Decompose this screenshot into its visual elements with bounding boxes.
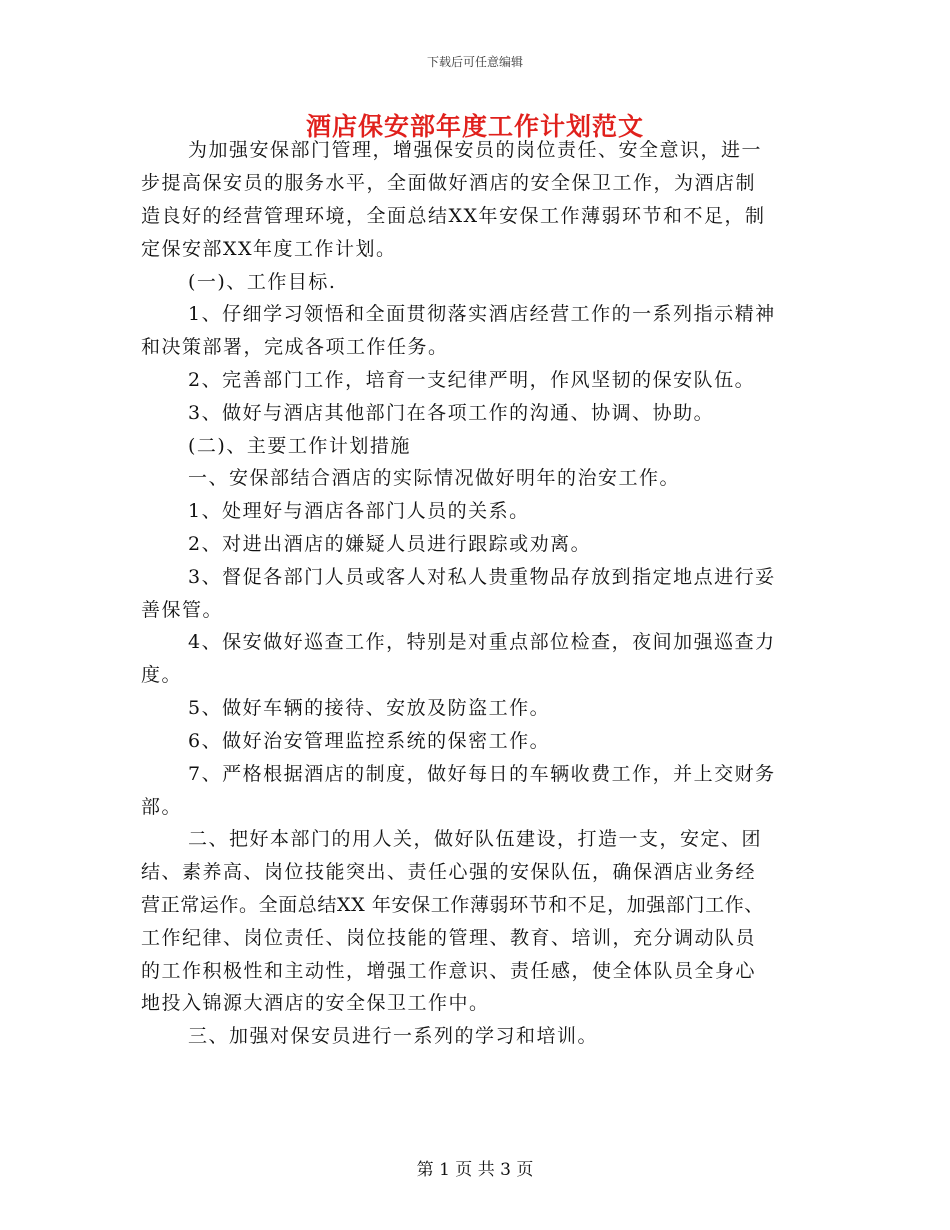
page-header-note: 下载后可任意编辑 bbox=[426, 55, 523, 69]
page-number-footer: 第 1 页 共 3 页 bbox=[416, 1160, 534, 1180]
body-line: 度。 bbox=[141, 664, 183, 686]
body-line: 营正常运作。全面总结XX 年安保工作薄弱环节和不足，加强部门工作、 bbox=[141, 894, 764, 916]
body-line: 1、处理好与酒店各部门人员的关系。 bbox=[188, 500, 530, 522]
body-line: 为加强安保部门管理，增强保安员的岗位责任、安全意识，进一 bbox=[188, 139, 763, 161]
body-line: 2、对进出酒店的嫌疑人员进行跟踪或劝离。 bbox=[188, 533, 592, 555]
body-line: 5、做好车辆的接待、安放及防盗工作。 bbox=[188, 697, 551, 719]
body-line: 善保管。 bbox=[141, 599, 224, 621]
body-line: 3、督促各部门人员或客人对私人贵重物品存放到指定地点进行妥 bbox=[188, 566, 776, 588]
body-line: 4、保安做好巡查工作，特别是对重点部位检查，夜间加强巡查力 bbox=[188, 631, 776, 653]
body-line: 地投入锦源大酒店的安全保卫工作中。 bbox=[141, 992, 490, 1014]
body-line: (二)、主要工作计划措施 bbox=[188, 435, 411, 457]
body-line: 的工作积极性和主动性，增强工作意识、责任感，使全体队员全身心 bbox=[141, 960, 757, 982]
body-line: 二、把好本部门的用人关，做好队伍建设，打造一支，安定、团 bbox=[188, 828, 763, 850]
body-line: 部。 bbox=[141, 796, 183, 818]
body-line: 步提高保安员的服务水平，全面做好酒店的安全保卫工作，为酒店制 bbox=[141, 172, 757, 194]
body-line: 造良好的经营管理环境，全面总结XX年安保工作薄弱环节和不足，制 bbox=[141, 205, 766, 227]
body-line: 1、仔细学习领悟和全面贯彻落实酒店经营工作的一系列指示精神 bbox=[188, 303, 776, 325]
body-line: 7、严格根据酒店的制度，做好每日的车辆收费工作，并上交财务 bbox=[188, 763, 776, 785]
body-line: 3、做好与酒店其他部门在各项工作的沟通、协调、协助。 bbox=[188, 402, 715, 424]
body-line: (一)、工作目标. bbox=[188, 271, 337, 293]
body-line: 三、加强对保安员进行一系列的学习和培训。 bbox=[188, 1025, 599, 1047]
body-line: 定保安部XX年度工作计划。 bbox=[141, 238, 397, 260]
body-line: 工作纪律、岗位责任、岗位技能的管理、教育、培训，充分调动队员 bbox=[141, 927, 757, 949]
body-line: 结、素养高、岗位技能突出、责任心强的安保队伍，确保酒店业务经 bbox=[141, 861, 757, 883]
document-title: 酒店保安部年度工作计划范文 bbox=[305, 112, 644, 141]
body-line: 2、完善部门工作，培育一支纪律严明，作风坚韧的保安队伍。 bbox=[188, 369, 756, 391]
body-line: 一、安保部结合酒店的实际情况做好明年的治安工作。 bbox=[188, 467, 681, 489]
body-line: 6、做好治安管理监控系统的保密工作。 bbox=[188, 730, 551, 752]
body-line: 和决策部署，完成各项工作任务。 bbox=[141, 336, 449, 358]
